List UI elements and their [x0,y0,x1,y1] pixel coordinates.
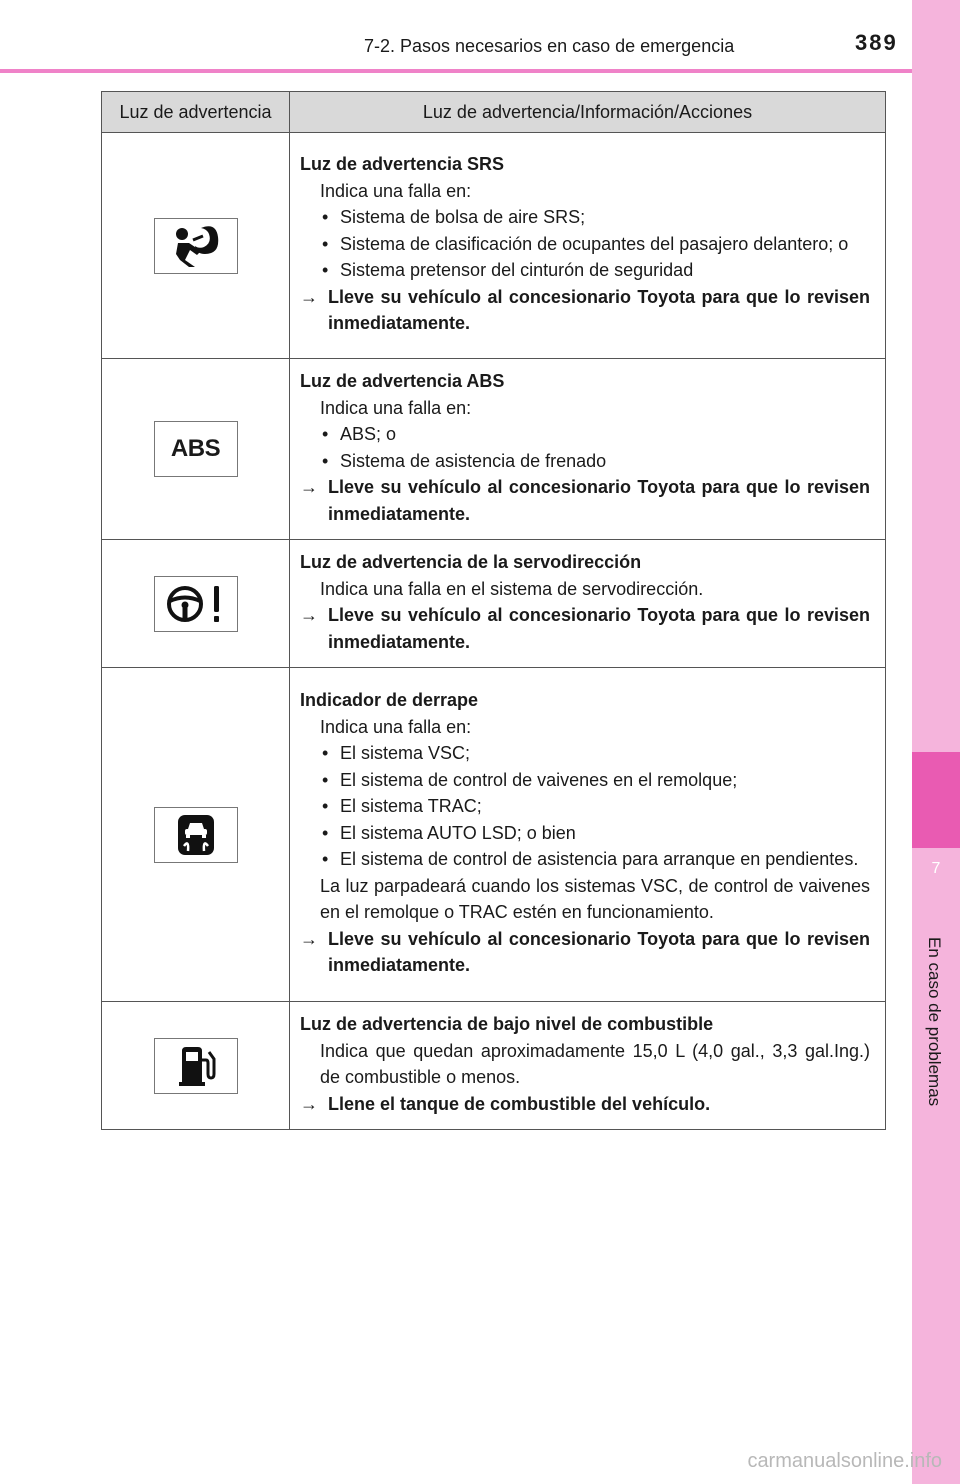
description-cell [290,668,886,1002]
abs-icon-label: ABS [170,435,221,462]
intro-text: Indica una falla en: [320,180,472,201]
skid-indicator-icon [154,807,238,863]
chapter-title: En caso de problemas [925,937,944,1107]
arrow-icon: → [300,605,318,625]
icon-cell [102,359,290,540]
warning-title: Luz de advertencia SRS [300,154,505,175]
bullet-item: • Sistema de clasificación de ocupantes del pasajero delantero; o [300,231,870,258]
icon-cell [102,668,290,1002]
bullet-item: • Sistema pretensor del cinturón de seguridad [300,257,870,284]
power-steering-icon [154,576,238,632]
icon-cell [102,1002,290,1130]
chapter-marker [912,752,960,848]
description-cell [290,540,886,668]
icon-cell [102,133,290,359]
watermark: carmanualsonline.info [747,1450,942,1472]
action-text: → Lleve su vehículo al concesionario Toyota para que lo revisen inmediatamente. [300,284,870,337]
warning-title: Indicador de derrape [300,690,479,711]
page-number: 389 [855,30,898,55]
arrow-icon: → [300,1093,318,1114]
arrow-icon: → [300,477,318,497]
chapter-number: 7 [931,860,941,877]
warning-lights-table [101,91,886,1130]
column-header-info-actions: Luz de advertencia/Información/Acciones [290,92,886,133]
bullet-item: • El sistema VSC; [300,740,870,767]
bullet-item: • Sistema de bolsa de aire SRS; [300,204,870,231]
column-header-warning-light: Luz de advertencia [102,92,290,133]
fuel-pump-icon [154,1038,238,1094]
arrow-icon: → [300,286,318,307]
warning-title: Luz de advertencia de la servodirección [300,552,642,572]
description-cell [290,133,886,359]
intro-text: Indica una falla en: [320,397,472,418]
bullet-item: • El sistema AUTO LSD; o bien [300,820,870,847]
abs-icon [154,421,238,477]
table-header-row [102,92,886,133]
note-text: La luz parpadeará cuando los sistemas VSC, de control de vaivenes en el remolque o TRAC estén en funcionamiento. [320,875,870,923]
table-row-low-fuel [102,1002,886,1130]
airbag-icon [154,218,238,274]
description-cell [290,359,886,540]
action-text: → Lleve su vehículo al concesionario Toyota para que lo revisen inmediatamente. [300,926,870,979]
icon-cell [102,540,290,668]
action-text: → Llene el tanque de combustible del vehículo. [300,1091,870,1118]
arrow-icon: → [300,928,318,949]
header-divider [0,69,912,73]
bullet-item: • El sistema TRAC; [300,793,870,820]
warning-title: Luz de advertencia de bajo nivel de combustible [300,1014,714,1034]
table-row-srs [102,133,886,359]
bullet-item: • ABS; o [300,421,870,448]
table-row-abs [102,359,886,540]
bullet-item: • Sistema de asistencia de frenado [300,448,870,475]
table-row-power-steering [102,540,886,668]
action-text: → Lleve su vehículo al concesionario Toyota para que lo revisen inmediatamente. [300,602,870,655]
chapter-side-tab [912,0,960,1484]
section-header-title: 7-2. Pasos necesarios en caso de emergencia [364,36,735,56]
bullet-item: • El sistema de control de vaivenes en el remolque; [300,767,870,794]
intro-text: Indica una falla en: [320,716,472,737]
table-row-skid-indicator [102,668,886,1002]
intro-text: Indica que quedan aproximadamente 15,0 L (4,0 gal., 3,3 gal.Ing.) de combustible o menos. [320,1040,870,1087]
warning-title: Luz de advertencia ABS [300,371,505,391]
bullet-item: • El sistema de control de asistencia para arranque en pendientes. [300,846,870,873]
description-cell [290,1002,886,1130]
intro-text: Indica una falla en el sistema de servodirección. [320,578,704,599]
action-text: → Lleve su vehículo al concesionario Toyota para que lo revisen inmediatamente. [300,474,870,527]
